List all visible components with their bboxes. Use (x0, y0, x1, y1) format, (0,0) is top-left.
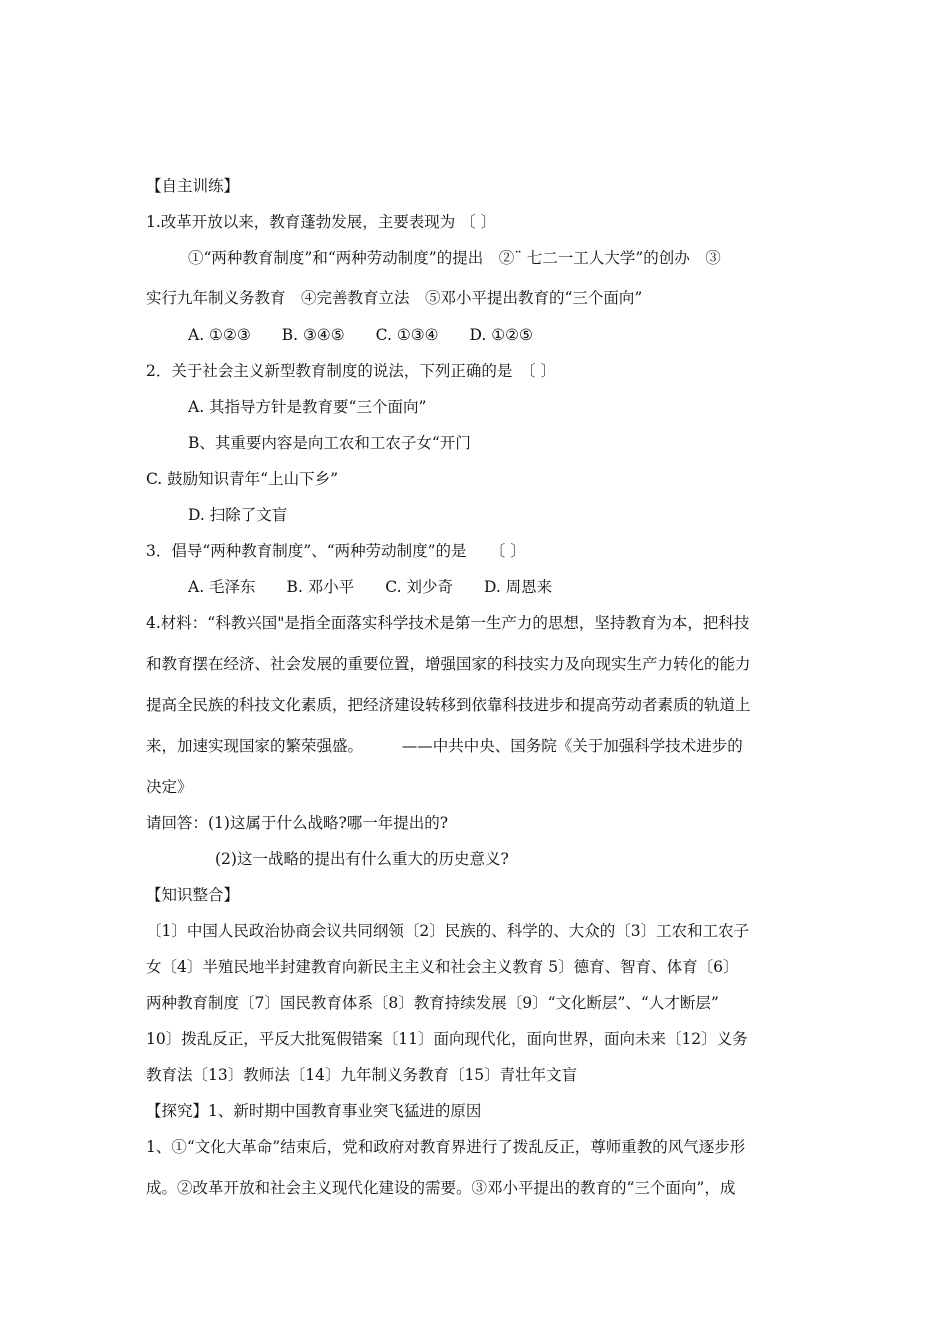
question-4-line-3: 提高全民族的科技文化素质，把经济建设转移到依靠科技进步和提高劳动者素质的轨道上 (146, 696, 751, 714)
question-3-stem: 3．倡导“两种教育制度”、“两种劳动制度”的是 〔 〕 (146, 542, 526, 560)
question-4-line-4: 来，加速实现国家的繁荣强盛。 ——中共中央、国务院《关于加强科学技术进步的 (146, 737, 743, 755)
question-4-line-2: 和教育摆在经济、社会发展的重要位置，增强国家的科技实力及向现实生产力转化的能力 (146, 655, 751, 673)
question-4-line-1: 4.材料：“科教兴国"是指全面落实科学技术是第一生产力的思想，坚持教育为本，把科技 (146, 614, 750, 632)
question-2-stem: 2．关于社会主义新型教育制度的说法，下列正确的是 〔 〕 (146, 362, 557, 380)
knowledge-line: 教育法〔13〕教师法〔14〕九年制义务教育〔15〕青壮年文盲 (146, 1066, 578, 1084)
section-heading-explore: 【探究】 (146, 1102, 209, 1120)
question-2-option-d: D. 扫除了文盲 (188, 506, 288, 524)
explore-heading (146, 1101, 481, 1121)
section-heading-self-training: 【自主训练】 (146, 177, 240, 195)
question-2-option-a: A. 其指导方针是教育要“三个面向” (188, 398, 427, 416)
explore-line: 1、①“文化大革命”结束后，党和政府对教育界进行了拨乱反正，尊师重教的风气逐步形 (146, 1138, 746, 1156)
knowledge-line: 〔1〕中国人民政治协商会议共同纲领〔2〕民族的、科学的、大众的〔3〕工农和工农子 (146, 922, 750, 940)
question-2-option-b: B、其重要内容是向工农和工农子女“开门 (188, 434, 471, 452)
explore-line: 成。②改革开放和社会主义现代化建设的需要。③邓小平提出的教育的“三个面向”，成 (146, 1179, 736, 1197)
question-2-option-c: C. 鼓励知识青年“上山下乡” (146, 470, 339, 488)
knowledge-line: 10〕拨乱反正，平反大批冤假错案〔11〕面向现代化，面向世界，面向未来〔12〕义务 (146, 1030, 748, 1048)
knowledge-line: 女〔4〕半殖民地半封建教育向新民主主义和社会主义教育 5〕德育、智育、体育〔6〕 (146, 958, 739, 976)
section-heading-knowledge: 【知识整合】 (146, 886, 240, 904)
question-1-options: A. ①②③ B. ③④⑤ C. ①③④ D. ①②⑤ (188, 326, 533, 344)
question-1-items-line-1: ①“两种教育制度”和“两种劳动制度”的提出 ②¨ 七二一工人大学”的创办 ③ (188, 249, 721, 267)
question-4-line-5: 决定》 (146, 778, 193, 796)
question-4-ask-1: 请回答：(1)这属于什么战略?哪一年提出的? (146, 814, 449, 832)
question-4-ask-2: (2)这一战略的提出有什么重大的历史意义? (215, 850, 509, 868)
knowledge-line: 两种教育制度〔7〕国民教育体系〔8〕教育持续发展〔9〕“文化断层”、“人才断层” (146, 994, 719, 1012)
explore-title: 1、新时期中国教育事业突飞猛进的原因 (208, 1102, 482, 1120)
question-1-stem: 1.改革开放以来，教育蓬勃发展，主要表现为 〔 〕 (146, 213, 497, 231)
question-1-items-line-2: 实行九年制义务教育 ④完善教育立法 ⑤邓小平提出教育的“三个面向” (146, 289, 643, 307)
question-3-options: A. 毛泽东 B. 邓小平 C. 刘少奇 D. 周恩来 (188, 578, 553, 596)
